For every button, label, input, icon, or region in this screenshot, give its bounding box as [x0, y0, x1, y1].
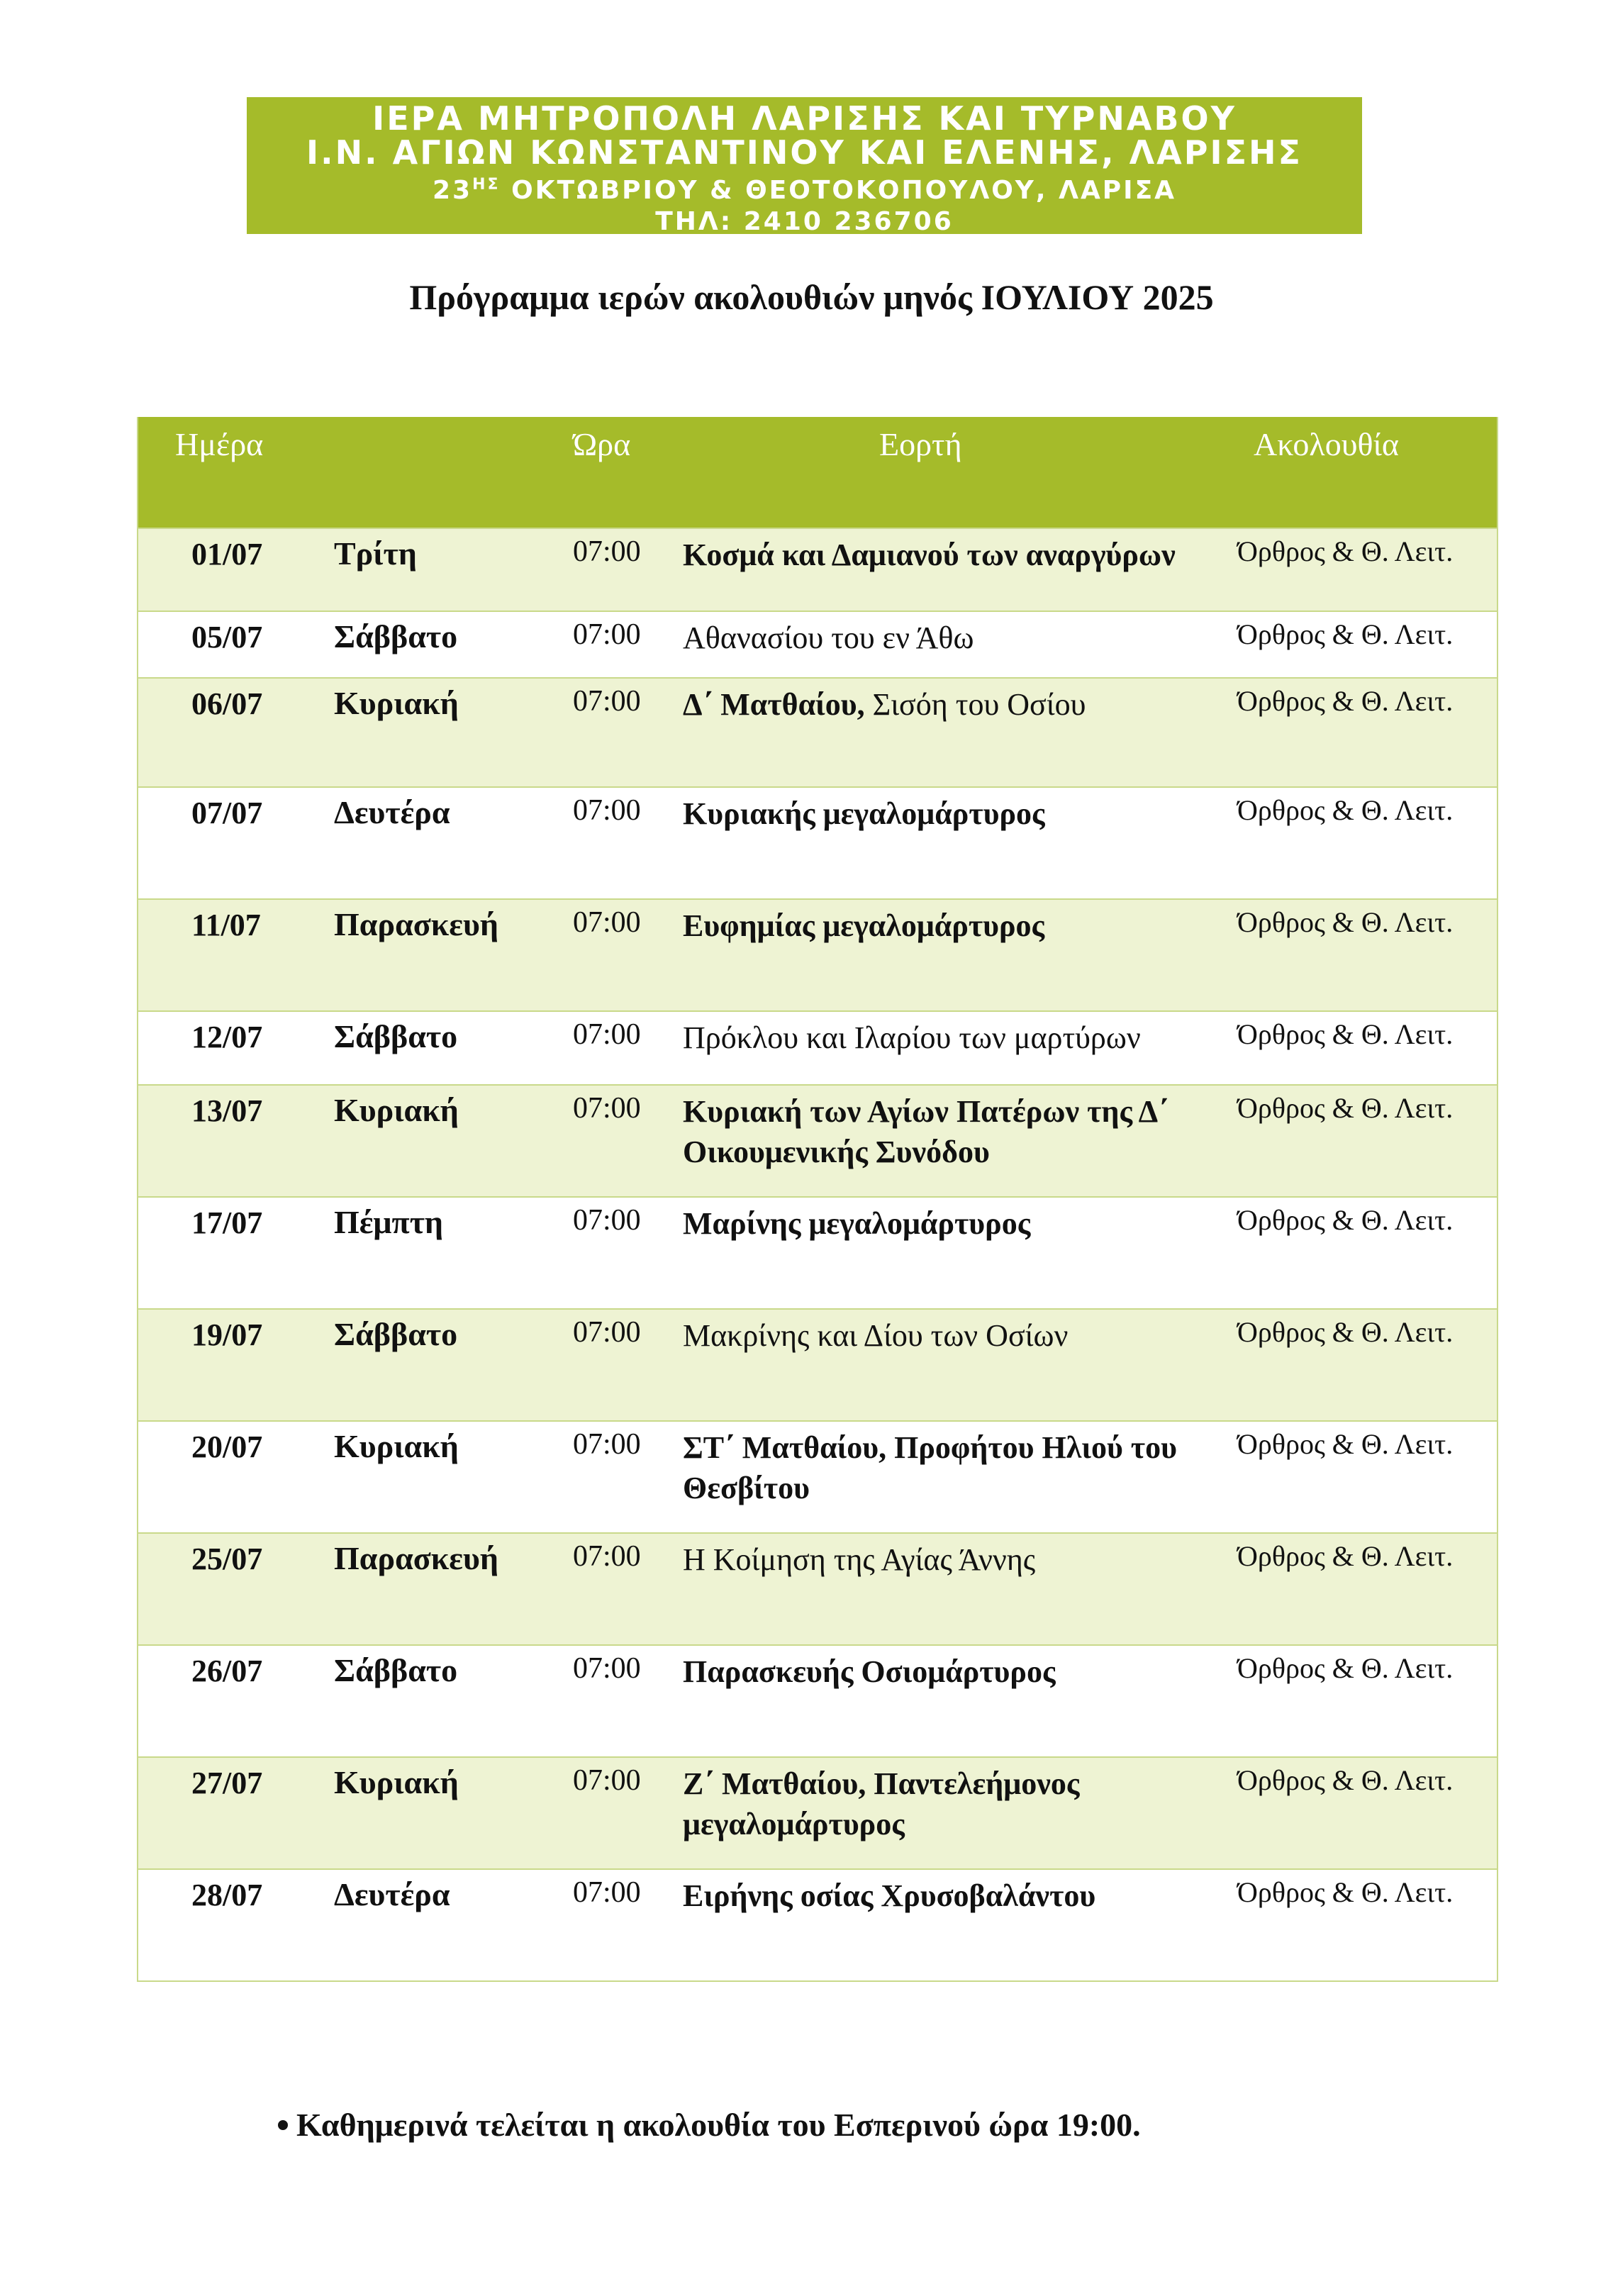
row-feast — [683, 1651, 1222, 1692]
row-time: 07:00 — [573, 1764, 641, 1797]
row-feast-normal: Μακρίνης και Δίου των Οσίων — [683, 1318, 1069, 1353]
row-date: 05/07 — [191, 620, 263, 654]
row-date: 06/07 — [191, 686, 263, 721]
header-feast: Εορτή — [879, 426, 962, 462]
row-time: 07:00 — [573, 1876, 641, 1909]
row-date: 12/07 — [191, 1020, 263, 1054]
table-body — [138, 528, 1497, 1980]
table-row — [138, 898, 1497, 1010]
banner-phone: ΤΗΛ: 2410 236706 — [655, 207, 954, 236]
bullet-icon — [278, 2120, 288, 2130]
row-service: Όρθρος & Θ. Λειτ. — [1237, 535, 1454, 567]
church-banner — [247, 97, 1362, 234]
banner-church-name: Ι.Ν. ΑΓΙΩΝ ΚΩΝΣΤΑΝΤΙΝΟΥ ΚΑΙ ΕΛΕΝΗΣ, ΛΑΡΙΣΗΣ — [306, 133, 1303, 172]
row-feast — [683, 1876, 1222, 1916]
row-date: 07/07 — [191, 796, 263, 830]
table-row — [138, 786, 1497, 898]
row-time: 07:00 — [573, 535, 641, 568]
row-weekday: Κυριακή — [334, 1428, 459, 1464]
row-time: 07:00 — [573, 685, 641, 718]
row-feast-bold: Κοσμά και Δαμιανού των αναργύρων — [683, 537, 1176, 572]
row-weekday: Τρίτη — [334, 535, 417, 572]
row-feast-bold: Κυριακή των Αγίων Πατέρων της Δ΄ Οικουμενικής Συνόδου — [683, 1094, 1169, 1169]
row-time: 07:00 — [573, 1428, 641, 1461]
row-weekday: Δευτέρα — [334, 1876, 450, 1912]
row-feast-bold: Κυριακής μεγαλομάρτυρος — [683, 796, 1045, 831]
row-date: 26/07 — [191, 1654, 263, 1688]
row-feast-normal: Αθανασίου του εν Άθω — [683, 620, 974, 655]
page-title: Πρόγραμμα ιερών ακολουθιών μηνός ΙΟΥΛΙΟΥ 2025 — [409, 277, 1214, 317]
row-feast-bold: Ευφημίας μεγαλομάρτυρος — [683, 908, 1045, 943]
row-feast-bold: Μαρίνης μεγαλομάρτυρος — [683, 1206, 1031, 1241]
row-feast — [683, 684, 1222, 725]
row-service: Όρθρος & Θ. Λειτ. — [1237, 794, 1454, 826]
row-feast — [683, 1539, 1222, 1580]
row-feast — [683, 793, 1222, 834]
row-time: 07:00 — [573, 1316, 641, 1349]
row-weekday: Παρασκευή — [334, 906, 498, 942]
row-date: 28/07 — [191, 1878, 263, 1912]
table-row — [138, 1308, 1497, 1420]
row-weekday: Σάββατο — [334, 618, 458, 654]
row-service: Όρθρος & Θ. Λειτ. — [1237, 1316, 1454, 1348]
row-feast — [683, 618, 1222, 658]
row-feast-normal: Πρόκλου και Ιλαρίου των μαρτύρων — [683, 1020, 1141, 1055]
table-row — [138, 677, 1497, 786]
row-feast-bold: Δ΄ Ματθαίου, — [683, 687, 865, 722]
header-day: Ημέρα — [175, 426, 264, 462]
table-row — [138, 611, 1497, 677]
row-date: 01/07 — [191, 537, 263, 572]
row-time: 07:00 — [573, 1204, 641, 1237]
row-service: Όρθρος & Θ. Λειτ. — [1237, 1018, 1454, 1050]
row-time: 07:00 — [573, 1092, 641, 1125]
row-service: Όρθρος & Θ. Λειτ. — [1237, 1204, 1454, 1236]
banner-address — [247, 169, 1362, 206]
header-time: Ώρα — [573, 426, 631, 462]
row-feast — [683, 1203, 1222, 1244]
row-service: Όρθρος & Θ. Λειτ. — [1237, 1428, 1454, 1460]
table-row — [138, 1756, 1497, 1868]
table-header — [138, 417, 1497, 528]
row-weekday: Κυριακή — [334, 685, 459, 721]
row-feast — [683, 1427, 1222, 1508]
banner-metropolis: ΙΕΡΑ ΜΗΤΡΟΠΟΛΗ ΛΑΡΙΣΗΣ ΚΑΙ ΤΥΡΝΑΒΟΥ — [372, 99, 1237, 138]
table-row — [138, 528, 1497, 611]
row-feast-normal: Η Κοίμηση της Αγίας Άννης — [683, 1542, 1036, 1577]
row-service: Όρθρος & Θ. Λειτ. — [1237, 1876, 1454, 1908]
row-feast — [683, 1091, 1222, 1172]
row-weekday: Σάββατο — [334, 1018, 458, 1054]
row-date: 13/07 — [191, 1093, 263, 1128]
schedule-table — [137, 417, 1498, 1982]
row-service: Όρθρος & Θ. Λειτ. — [1237, 685, 1454, 717]
row-service: Όρθρος & Θ. Λειτ. — [1237, 618, 1454, 650]
row-weekday: Κυριακή — [334, 1764, 459, 1800]
row-date: 17/07 — [191, 1205, 263, 1240]
vespers-note — [296, 2106, 1141, 2144]
row-feast — [683, 1315, 1222, 1356]
row-weekday: Σάββατο — [334, 1652, 458, 1688]
table-row — [138, 1084, 1497, 1196]
row-time: 07:00 — [573, 1652, 641, 1685]
row-time: 07:00 — [573, 1540, 641, 1573]
row-feast — [683, 1018, 1222, 1058]
row-weekday: Παρασκευή — [334, 1540, 498, 1576]
row-date: 20/07 — [191, 1430, 263, 1464]
banner-address-number: 23 — [432, 176, 473, 205]
row-time: 07:00 — [573, 794, 641, 827]
row-service: Όρθρος & Θ. Λειτ. — [1237, 906, 1454, 938]
row-feast-bold: Ειρήνης οσίας Χρυσοβαλάντου — [683, 1878, 1096, 1913]
table-row — [138, 1868, 1497, 1980]
row-weekday: Δευτέρα — [334, 794, 450, 830]
row-date: 27/07 — [191, 1766, 263, 1800]
row-date: 19/07 — [191, 1317, 263, 1352]
row-feast-bold: Παρασκευής Οσιομάρτυρος — [683, 1654, 1056, 1689]
row-weekday: Σάββατο — [334, 1316, 458, 1352]
row-service: Όρθρος & Θ. Λειτ. — [1237, 1540, 1454, 1572]
row-feast-bold: ΣΤ΄ Ματθαίου, Προφήτου Ηλιού του Θεσβίτου — [683, 1430, 1177, 1505]
row-feast-normal: Σισόη του Οσίου — [864, 687, 1086, 722]
row-feast — [683, 535, 1222, 575]
row-time: 07:00 — [573, 1018, 641, 1051]
table-row — [138, 1196, 1497, 1308]
row-time: 07:00 — [573, 906, 641, 939]
banner-address-suffix: ΗΣ — [472, 176, 501, 194]
row-feast — [683, 1763, 1222, 1844]
row-service: Όρθρος & Θ. Λειτ. — [1237, 1092, 1454, 1124]
vespers-note-text: Καθημερινά τελείται η ακολουθία του Εσπερινού ώρα 19:00. — [296, 2107, 1141, 2143]
row-weekday: Κυριακή — [334, 1092, 459, 1128]
row-service: Όρθρος & Θ. Λειτ. — [1237, 1764, 1454, 1796]
row-date: 11/07 — [191, 908, 261, 942]
banner-address-street: ΟΚΤΩΒΡΙΟΥ & ΘΕΟΤΟΚΟΠΟΥΛΟΥ, ΛΑΡΙΣΑ — [511, 176, 1177, 205]
row-weekday: Πέμπτη — [334, 1204, 444, 1240]
row-service: Όρθρος & Θ. Λειτ. — [1237, 1652, 1454, 1684]
row-feast — [683, 905, 1222, 946]
row-time: 07:00 — [573, 618, 641, 651]
table-row — [138, 1532, 1497, 1644]
row-date: 25/07 — [191, 1542, 263, 1576]
row-feast-bold: Ζ΄ Ματθαίου, Παντελεήμονος μεγαλομάρτυρος — [683, 1766, 1080, 1841]
table-row — [138, 1420, 1497, 1532]
table-row — [138, 1644, 1497, 1756]
header-service: Ακολουθία — [1254, 426, 1399, 462]
table-row — [138, 1010, 1497, 1084]
